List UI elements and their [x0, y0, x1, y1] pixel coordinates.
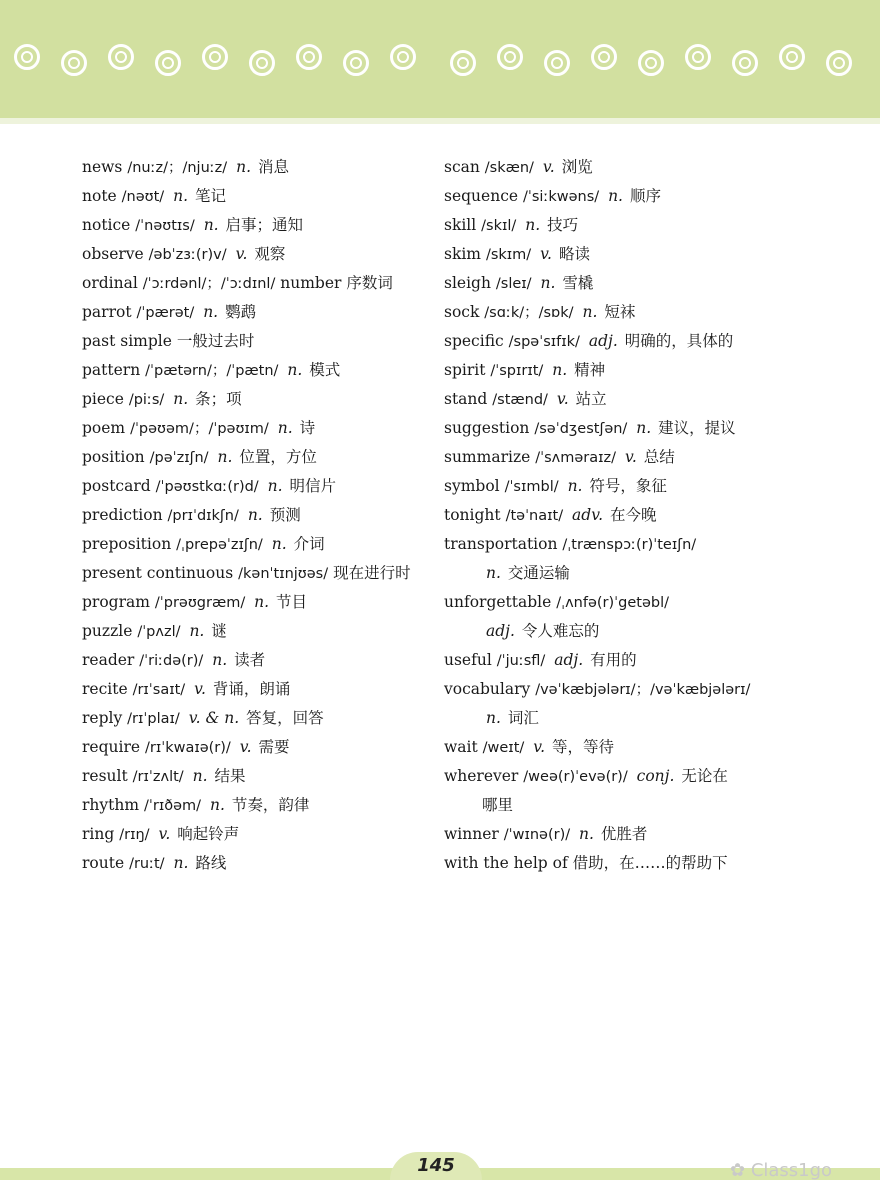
- ring-decoration: [202, 44, 228, 70]
- vocab-entry: [444, 443, 844, 472]
- vocab-part-of-speech: n.: [236, 158, 252, 176]
- vocab-entry: [444, 153, 844, 182]
- vocab-part-of-speech: n.: [189, 622, 205, 640]
- vocab-entry: [82, 704, 482, 733]
- vocab-word: news: [82, 158, 123, 176]
- vocab-word: rhythm: [82, 796, 140, 814]
- vocab-meaning: 站立: [575, 390, 607, 408]
- ring-decoration: [343, 50, 369, 76]
- vocab-meaning: 消息: [257, 158, 289, 176]
- vocab-part-of-speech: n.: [486, 709, 501, 727]
- vocab-word: reader: [82, 651, 135, 669]
- vocab-part-of-speech: adj.: [554, 651, 584, 669]
- vocab-word: piece: [82, 390, 124, 408]
- vocab-part-of-speech: n.: [579, 825, 594, 843]
- ring-decoration: [638, 50, 664, 76]
- page-number: 145: [417, 1155, 455, 1176]
- vocab-part-of-speech: v.: [194, 680, 206, 698]
- vocab-meaning: 一般过去时: [176, 332, 255, 350]
- watermark-label: Class1go: [750, 1160, 833, 1181]
- vocab-phonetic: /ˈriːdə(r)/: [139, 653, 204, 669]
- vocabulary-column-right: [444, 153, 844, 878]
- vocab-word: ring: [82, 825, 115, 843]
- vocab-phonetic: /nəʊt/: [121, 189, 165, 205]
- vocab-entry: [82, 269, 482, 298]
- vocab-phonetic: /ˈsiːkwəns/: [522, 189, 600, 205]
- vocab-entry: [444, 762, 844, 791]
- vocab-phonetic: /weɪt/: [482, 740, 525, 756]
- vocab-entry: [444, 182, 844, 211]
- vocab-meaning: 模式: [309, 361, 341, 379]
- vocab-meaning: number 序数词: [280, 274, 393, 292]
- vocab-phonetic: /pəˈzɪʃn/: [149, 450, 209, 466]
- vocab-meaning: 路线: [195, 854, 227, 872]
- vocab-word: result: [82, 767, 128, 785]
- vocab-entry: [82, 385, 482, 414]
- vocab-entry: [444, 733, 844, 762]
- vocab-part-of-speech: v.: [540, 245, 552, 263]
- vocab-meaning: 节奏，韵律: [231, 796, 310, 814]
- vocab-part-of-speech: n.: [173, 187, 189, 205]
- vocab-meaning: 总结: [643, 448, 675, 466]
- ring-decoration: [14, 44, 40, 70]
- vocab-phonetic: /spəˈsɪfɪk/: [508, 334, 580, 350]
- vocab-phonetic: /ˈpəʊəm/；/ˈpəʊɪm/: [130, 421, 269, 437]
- vocab-word: reply: [82, 709, 123, 727]
- vocab-part-of-speech: v. & n.: [188, 709, 240, 727]
- vocab-word: vocabulary: [444, 680, 531, 698]
- vocab-part-of-speech: n.: [247, 506, 263, 524]
- vocab-meaning: 词汇: [507, 709, 539, 727]
- vocab-phonetic: /kənˈtɪnjʊəs/: [238, 566, 329, 582]
- vocab-entry: [82, 443, 482, 472]
- vocab-entry: [82, 559, 482, 588]
- ring-decoration: [249, 50, 275, 76]
- vocab-meaning: 结果: [214, 767, 246, 785]
- vocab-word: require: [82, 738, 141, 756]
- vocab-part-of-speech: adj.: [588, 332, 618, 350]
- vocab-word: skim: [444, 245, 482, 263]
- vocab-part-of-speech: n.: [209, 796, 225, 814]
- vocab-phonetic: /ˌʌnfə(r)ˈgetəbl/: [556, 595, 670, 611]
- vocab-phonetic: /skɪm/: [485, 247, 532, 263]
- vocab-meaning: 借助，在……的帮助下: [572, 854, 728, 872]
- vocab-phonetic: /rɪˈkwaɪə(r)/: [144, 740, 231, 756]
- vocab-part-of-speech: n.: [203, 303, 219, 321]
- vocab-word: spirit: [444, 361, 486, 379]
- vocab-part-of-speech: n.: [277, 419, 293, 437]
- vocab-part-of-speech: n.: [254, 593, 270, 611]
- vocab-meaning: 背诵，朗诵: [212, 680, 291, 698]
- vocab-meaning: 条；项: [195, 390, 242, 408]
- vocab-part-of-speech: v.: [235, 245, 248, 263]
- vocab-meaning: 等，等待: [552, 738, 615, 756]
- vocab-phonetic: /ˈsɪmbl/: [504, 479, 559, 495]
- vocab-word: parrot: [82, 303, 132, 321]
- vocab-phonetic: /rɪˈplaɪ/: [127, 711, 180, 727]
- vocab-meaning: 响起铃声: [177, 825, 240, 843]
- vocab-phonetic: /sɑːk/；/sɒk/: [484, 305, 574, 321]
- ring-decoration: [61, 50, 87, 76]
- ring-decoration: [108, 44, 134, 70]
- vocab-phonetic: /weə(r)ˈevə(r)/: [523, 769, 628, 785]
- vocab-part-of-speech: n.: [567, 477, 583, 495]
- vocab-word: postcard: [82, 477, 151, 495]
- vocab-word: scan: [444, 158, 480, 176]
- vocab-entry: [82, 472, 482, 501]
- vocab-meaning: 需要: [258, 738, 290, 756]
- ring-decoration: [591, 44, 617, 70]
- page-header-band: [0, 0, 880, 118]
- vocab-part-of-speech: n.: [608, 187, 623, 205]
- vocab-entry: [82, 675, 482, 704]
- vocab-entry: [82, 617, 482, 646]
- vocab-part-of-speech: n.: [192, 767, 208, 785]
- ring-decoration: [296, 44, 322, 70]
- vocab-word: note: [82, 187, 117, 205]
- vocab-entry: [82, 153, 482, 182]
- ring-decoration: [826, 50, 852, 76]
- vocab-meaning: 令人难忘的: [521, 622, 600, 640]
- vocab-phonetic: /ˈpætərn/；/ˈpætn/: [145, 363, 279, 379]
- vocab-entry: [82, 327, 482, 356]
- vocab-entry: [82, 820, 482, 849]
- vocab-meaning: 交通运输: [507, 564, 570, 582]
- vocab-entry: [444, 298, 844, 327]
- vocab-part-of-speech: v.: [542, 158, 555, 176]
- vocab-part-of-speech: n.: [271, 535, 287, 553]
- vocab-word: sock: [444, 303, 480, 321]
- vocab-part-of-speech: v.: [624, 448, 637, 466]
- vocab-phonetic: /vəˈkæbjələrɪ/；/vəˈkæbjələrɪ/: [535, 682, 751, 698]
- vocab-phonetic: /əbˈzɜː(r)v/: [148, 247, 227, 263]
- ring-decoration: [544, 50, 570, 76]
- vocab-meaning: 无论在: [681, 767, 728, 785]
- vocab-word: sequence: [444, 187, 519, 205]
- vocab-meaning: 明信片: [289, 477, 336, 495]
- vocab-entry: [444, 849, 844, 878]
- vocab-meaning: 节目: [276, 593, 308, 611]
- vocab-meaning: 有用的: [590, 651, 637, 669]
- wechat-icon: ✿: [730, 1160, 746, 1181]
- vocab-phonetic: /stænd/: [492, 392, 548, 408]
- vocab-part-of-speech: n.: [525, 216, 541, 234]
- vocab-meaning: 谜: [211, 622, 227, 640]
- vocab-word: suggestion: [444, 419, 530, 437]
- vocab-phonetic: /skæn/: [484, 160, 534, 176]
- vocab-phonetic: /ˌtrænspɔː(r)ˈteɪʃn/: [562, 537, 697, 553]
- vocab-meaning: 顺序: [629, 187, 661, 205]
- vocab-entry: [82, 182, 482, 211]
- vocab-meaning: 诗: [299, 419, 316, 437]
- ring-decoration: [390, 44, 416, 70]
- vocab-word: present continuous: [82, 564, 234, 582]
- vocab-entry-continuation: [444, 791, 844, 820]
- vocab-phonetic: /skɪl/: [481, 218, 517, 234]
- vocab-word: route: [82, 854, 125, 872]
- vocab-meaning: 明确的，具体的: [624, 332, 734, 350]
- vocab-word: skill: [444, 216, 477, 234]
- vocab-part-of-speech: n.: [287, 361, 303, 379]
- vocab-word: poem: [82, 419, 126, 437]
- vocab-entry: [444, 211, 844, 240]
- vocab-entry: [444, 385, 844, 414]
- vocab-meaning: 优胜者: [600, 825, 648, 843]
- vocab-entry-continuation: [444, 704, 844, 733]
- vocab-phonetic: /rɪˈzʌlt/: [132, 769, 184, 785]
- vocab-phonetic: /ˈrɪðəm/: [144, 798, 202, 814]
- vocab-meaning: 预测: [269, 506, 301, 524]
- vocab-phonetic: /ˈjuːsfl/: [496, 653, 546, 669]
- vocab-meaning: 读者: [234, 651, 266, 669]
- vocab-phonetic: /rɪˈsaɪt/: [132, 682, 186, 698]
- vocab-part-of-speech: v.: [158, 825, 171, 843]
- vocab-word: wherever: [444, 767, 519, 785]
- vocab-entry: [82, 414, 482, 443]
- vocab-phonetic: /ˈprəʊgræm/: [154, 595, 246, 611]
- vocabulary-column-left: [82, 153, 482, 878]
- vocab-part-of-speech: v.: [533, 738, 546, 756]
- vocab-meaning: 技巧: [547, 216, 579, 234]
- vocab-meaning: 精神: [574, 361, 606, 379]
- vocab-entry: [82, 356, 482, 385]
- vocab-part-of-speech: adv.: [572, 506, 604, 524]
- vocab-word: summarize: [444, 448, 531, 466]
- vocab-phonetic: /təˈnaɪt/: [505, 508, 564, 524]
- vocab-part-of-speech: v.: [239, 738, 252, 756]
- vocab-meaning: 浏览: [561, 158, 593, 176]
- vocab-part-of-speech: n.: [582, 303, 598, 321]
- vocab-meaning: 现在进行时: [333, 564, 411, 582]
- vocab-part-of-speech: n.: [173, 390, 189, 408]
- vocab-word: specific: [444, 332, 504, 350]
- vocab-meaning: 启事；通知: [225, 216, 304, 234]
- vocab-phonetic: /ˈwɪnə(r)/: [503, 827, 571, 843]
- vocab-phonetic: /ˈsʌməraɪz/: [535, 450, 617, 466]
- vocab-word: position: [82, 448, 145, 466]
- vocab-phonetic: /ˈpærət/: [136, 305, 195, 321]
- vocab-meaning: 雪橇: [562, 274, 594, 292]
- vocab-word: puzzle: [82, 622, 133, 640]
- vocab-word: observe: [82, 245, 144, 263]
- vocab-part-of-speech: n.: [212, 651, 228, 669]
- vocab-word: ordinal: [82, 274, 138, 292]
- vocab-meaning: 答复，回答: [246, 709, 324, 727]
- vocab-meaning: 在今晚: [609, 506, 657, 524]
- ring-decoration: [450, 50, 476, 76]
- vocab-phonetic: /piːs/: [128, 392, 165, 408]
- vocab-word: tonight: [444, 506, 501, 524]
- ring-decoration: [779, 44, 805, 70]
- vocab-word: with the help of: [444, 854, 568, 872]
- vocab-entry: [444, 820, 844, 849]
- vocab-entry: [82, 849, 482, 878]
- vocab-part-of-speech: n.: [217, 448, 233, 466]
- vocab-word: preposition: [82, 535, 172, 553]
- vocab-phonetic: /ruːt/: [129, 856, 165, 872]
- ring-decoration: [732, 50, 758, 76]
- vocab-part-of-speech: v.: [556, 390, 569, 408]
- vocab-word: wait: [444, 738, 478, 756]
- vocab-phonetic: /prɪˈdɪkʃn/: [167, 508, 239, 524]
- vocab-phonetic: /ˈnəʊtɪs/: [135, 218, 195, 234]
- vocab-word: prediction: [82, 506, 163, 524]
- vocab-phonetic: /nuːz/；/njuːz/: [127, 160, 228, 176]
- vocab-entry: [82, 733, 482, 762]
- vocab-part-of-speech: n.: [203, 216, 219, 234]
- vocab-word: recite: [82, 680, 128, 698]
- vocab-entry-continuation: [444, 617, 844, 646]
- vocab-part-of-speech: n.: [552, 361, 568, 379]
- vocab-part-of-speech: n.: [267, 477, 283, 495]
- vocab-entry: [82, 501, 482, 530]
- vocab-meaning: 哪里: [482, 796, 514, 814]
- vocab-entry: [444, 269, 844, 298]
- ring-decoration: [497, 44, 523, 70]
- vocab-entry: [444, 588, 844, 617]
- vocab-meaning: 观察: [254, 245, 286, 263]
- vocab-entry: [444, 530, 844, 559]
- vocab-word: stand: [444, 390, 488, 408]
- vocab-word: transportation: [444, 535, 558, 553]
- vocab-phonetic: /ˈspɪrɪt/: [490, 363, 544, 379]
- vocab-phonetic: /ˌprepəˈzɪʃn/: [176, 537, 263, 553]
- vocab-entry: [82, 298, 482, 327]
- vocab-entry: [444, 356, 844, 385]
- vocab-entry: [444, 414, 844, 443]
- vocab-entry: [444, 646, 844, 675]
- vocab-part-of-speech: n.: [486, 564, 501, 582]
- vocab-entry: [444, 675, 844, 704]
- vocab-word: program: [82, 593, 150, 611]
- ring-decoration: [155, 50, 181, 76]
- vocab-meaning: 符号，象征: [589, 477, 667, 495]
- vocab-entry: [82, 762, 482, 791]
- vocab-phonetic: /sleɪ/: [495, 276, 532, 292]
- vocab-entry: [82, 240, 482, 269]
- vocab-phonetic: /ˈpʌzl/: [137, 624, 181, 640]
- vocab-entry: [444, 472, 844, 501]
- vocab-meaning: 建议，提议: [658, 419, 736, 437]
- vocab-part-of-speech: adj.: [486, 622, 515, 640]
- vocab-part-of-speech: n.: [173, 854, 189, 872]
- vocab-word: winner: [444, 825, 499, 843]
- vocab-meaning: 介词: [293, 535, 325, 553]
- vocab-entry: [82, 211, 482, 240]
- vocab-phonetic: /rɪŋ/: [119, 827, 150, 843]
- vocab-word: useful: [444, 651, 492, 669]
- vocab-part-of-speech: conj.: [636, 767, 675, 785]
- vocab-phonetic: /ˈpəʊstkɑː(r)d/: [155, 479, 259, 495]
- vocab-meaning: 短袜: [604, 303, 636, 321]
- vocab-word: notice: [82, 216, 131, 234]
- vocab-entry: [444, 327, 844, 356]
- vocab-word: past simple: [82, 332, 172, 350]
- vocab-meaning: 略读: [558, 245, 590, 263]
- vocab-entry-continuation: [444, 559, 844, 588]
- vocab-word: sleigh: [444, 274, 491, 292]
- header-divider: [0, 118, 880, 124]
- vocab-entry: [444, 501, 844, 530]
- vocab-entry: [82, 530, 482, 559]
- vocab-word: symbol: [444, 477, 500, 495]
- vocab-entry: [82, 791, 482, 820]
- vocab-part-of-speech: n.: [540, 274, 556, 292]
- vocab-entry: [82, 588, 482, 617]
- vocab-entry: [444, 240, 844, 269]
- vocab-part-of-speech: n.: [636, 419, 652, 437]
- vocab-meaning: 笔记: [194, 187, 226, 205]
- vocab-phonetic: /ˈɔːrdənl/；/ˈɔːdɪnl/: [142, 276, 276, 292]
- vocab-meaning: 鹦鹉: [225, 303, 257, 321]
- vocab-meaning: 位置，方位: [239, 448, 317, 466]
- vocab-word: pattern: [82, 361, 141, 379]
- ring-decoration: [685, 44, 711, 70]
- vocab-entry: [82, 646, 482, 675]
- watermark-text: [730, 1160, 832, 1181]
- vocab-phonetic: /səˈdʒestʃən/: [534, 421, 628, 437]
- vocab-word: unforgettable: [444, 593, 552, 611]
